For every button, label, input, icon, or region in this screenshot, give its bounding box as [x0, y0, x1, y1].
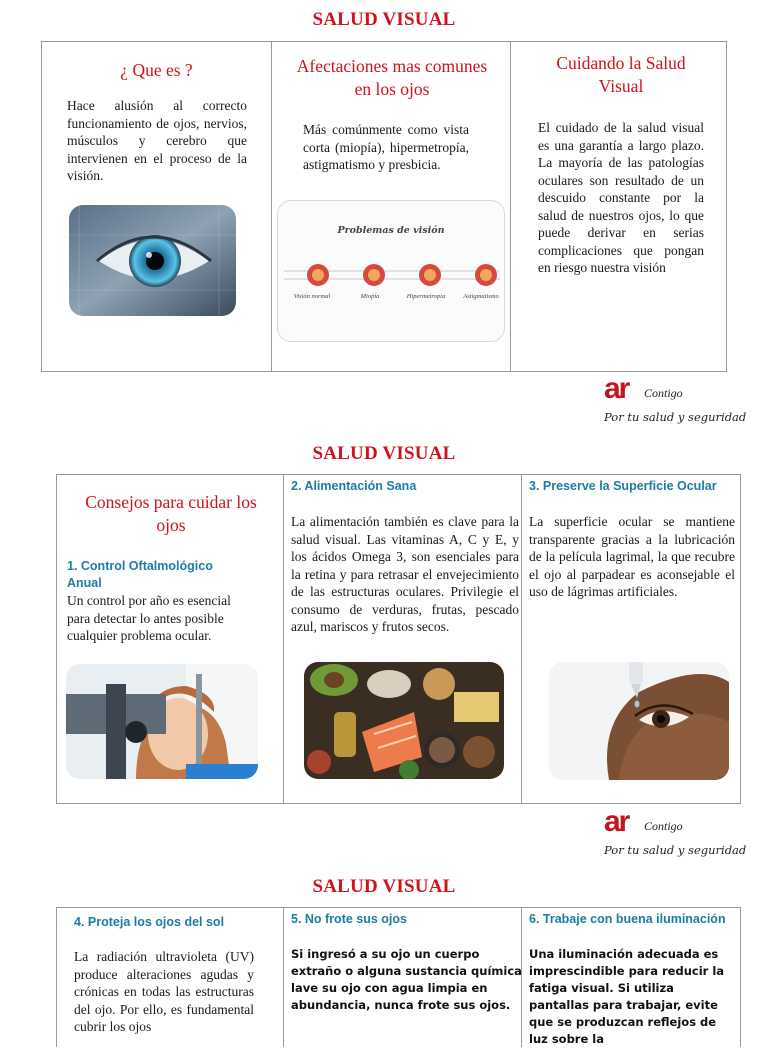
section3-col2	[283, 908, 521, 1047]
diagram-title: Problemas de visión	[337, 225, 445, 236]
brand-logo-1	[604, 372, 768, 428]
section2-title: SALUD VISUAL	[312, 443, 456, 464]
logo-tagline: Por tu salud y seguridad	[604, 410, 747, 424]
brand-logo-2	[604, 805, 768, 861]
ar-logo-mark: ar	[604, 372, 629, 405]
section1-col2-heading: Afectaciones mas comunes en los ojos	[296, 56, 488, 99]
logo-word: Contigo	[644, 819, 683, 833]
section2-panel	[56, 474, 741, 804]
eye-drops-photo	[549, 662, 729, 780]
diagram-label-hipermetropia: Hipermetropía	[406, 293, 446, 300]
section3-col3-text: Una iluminación adecuada es imprescindible para reducir la fatiga visual. Si utiliza pantallas para trabajar, evite que se produzcan reflejos de luz sobre la	[529, 947, 725, 1046]
section1-col3-text: El cuidado de la salud visual es una garantía a largo plazo. La mayoría de las patologías oculares son resultado de un descuido constante por la salud de nuestros ojos, lo que puede derivar en serias complicaciones que pongan en riesgo nuestra visión	[538, 120, 704, 275]
section1-col2-text: Más comúnmente como vista corta (miopía), hipermetropía, astigmatismo y presbicia.	[303, 122, 469, 172]
section1-col1-heading: ¿ Que es ?	[120, 60, 193, 80]
section2-col1-subheading: 1. Control Oftalmológico Anual	[67, 559, 213, 590]
section3-col1	[57, 908, 283, 1047]
eye-illustration	[69, 205, 236, 316]
section3-col3-subheading: 6. Trabaje con buena iluminación	[529, 912, 726, 926]
section1-col1-text: Hace alusión al correcto funcionamiento de ojos, nervios, músculos y cerebro que intervienen en el proceso de la visión.	[67, 98, 247, 183]
section2-col1-heading: Consejos para cuidar los ojos	[85, 492, 257, 535]
section1-title: SALUD VISUAL	[312, 9, 456, 30]
eye-drops-illustration	[549, 662, 729, 780]
logo-tagline: Por tu salud y seguridad	[604, 843, 747, 857]
section1-col3	[510, 42, 726, 371]
section3-col1-text: La radiación ultravioleta (UV) produce alteraciones agudas y crónicas en todas las estructuras del ojo. Por ello, es fundamental cubrir los ojos	[74, 949, 254, 1034]
eye-exam-illustration	[66, 664, 258, 779]
section2-col2-subheading: 2. Alimentación Sana	[291, 479, 417, 493]
section2-col1-text: Un control por año es esencial para detectar lo antes posible cualquier problema ocular.	[67, 593, 231, 643]
logo-word: Contigo	[644, 386, 683, 400]
vision-problems-diagram	[277, 200, 505, 342]
section2-col3-text: La superficie ocular se mantiene transparente gracias a la lubricación de la película lagrimal, la que recubre el ojo al parpadear es aconsejable el uso de lágrimas artificiales.	[529, 514, 735, 599]
diagram-label-astigmatismo: Astigmatismo	[463, 293, 499, 300]
section1-panel	[41, 41, 727, 372]
section2-col1	[57, 475, 283, 803]
eyes-diagram	[278, 251, 504, 321]
diagram-label-normal: Visión normal	[293, 293, 331, 300]
section1-col2	[271, 42, 510, 371]
section3-col2-subheading: 5. No frote sus ojos	[291, 912, 407, 926]
diagram-label-miopia: Miopía	[360, 293, 380, 300]
food-illustration	[304, 662, 504, 779]
section2-col3-subheading: 3. Preserve la Superficie Ocular	[529, 479, 717, 493]
eye-exam-photo	[66, 664, 258, 779]
section2-col2-text: La alimentación también es clave para la salud visual. Las vitaminas A, C y E, y los ácidos Omega 3, son esenciales para la retina y para retrasar el envejecimiento de las estructuras oculares. Privilegie el consumo de verduras, frutas, pescado azul, mariscos y frutos secos.	[291, 514, 519, 634]
section3-col2-text: Si ingresó a su ojo un cuerpo extraño o alguna sustancia química lave su ojo con agua limpia en abundancia, nunca frote sus ojos.	[291, 947, 522, 1012]
section2-col3	[521, 475, 740, 803]
section1-col1	[42, 42, 271, 371]
section3-title: SALUD VISUAL	[312, 876, 456, 897]
ar-logo-mark: ar	[604, 805, 629, 838]
section2-col2	[283, 475, 521, 803]
section3-col1-subheading: 4. Proteja los ojos del sol	[74, 915, 225, 929]
section3-col3	[521, 908, 740, 1047]
eye-photo	[69, 205, 236, 316]
section1-col3-heading: Cuidando la Salud Visual	[556, 53, 686, 96]
section3-panel	[56, 907, 741, 1047]
healthy-food-photo	[304, 662, 504, 779]
